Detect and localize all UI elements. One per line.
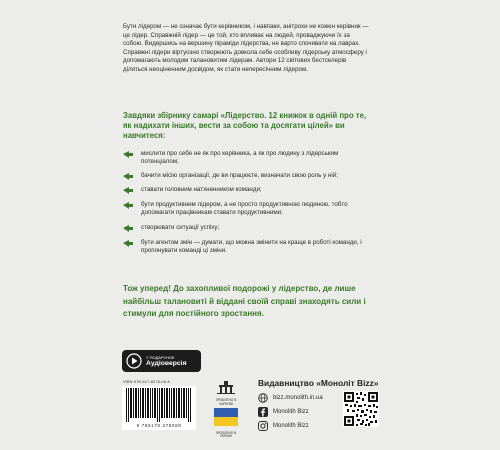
audiobook-badge[interactable] bbox=[122, 350, 201, 372]
callout-paragraph: Тож уперед! До захопливої подорожі у лідерство, де лише найбільш талановиті й віддані своїй справі знаходять сили і стимули для постійного зростання. bbox=[123, 284, 366, 318]
hand-pointer-icon bbox=[123, 187, 133, 194]
hand-pointer-icon bbox=[123, 151, 133, 158]
made-in-ukraine-label: ЗРОБЛЕНО В УКРАЇНІ bbox=[215, 430, 237, 439]
facebook-icon bbox=[258, 407, 268, 417]
website-text: bizz.monolith.in.ua bbox=[273, 395, 323, 401]
qr-code[interactable] bbox=[343, 391, 379, 427]
intro-paragraph: Бути лідером — не означає бути керівником, і навпаки, анітрохи не кожен керівник — це лідер. Справжній лідер — це той, хто впливає на людей, проваджуючи їх за собою. Видершись на вершину піраміди лідерства, не варто спочивати на лаврах. Справжні лідери віртуозно створюють довкола себе особливу лідерську атмосферу і допомагають молодим талановитим лідерам. Автори 12 світових бестселерів діляться неоціненним досвідом, як стати непересічним лідером. bbox=[123, 23, 369, 73]
instagram-icon bbox=[258, 421, 268, 431]
play-icon bbox=[126, 353, 142, 369]
facebook-contact[interactable] bbox=[258, 407, 309, 417]
lead-paragraph: Завдяки збірнику самарі «Лідерство. 12 книжок в одній про те, як надихати інших, вести за собою та досягати цілей» ви навчитеся: bbox=[123, 111, 367, 140]
instagram-contact[interactable] bbox=[258, 421, 309, 431]
list-item-text: бути агентом змін — думати, що можна змінити на краще в роботі команди, і пропонувати команді ці зміни. bbox=[141, 239, 362, 255]
audiobook-label: Аудіоверсія bbox=[146, 359, 187, 367]
instagram-text: Monolith Bizz bbox=[273, 423, 309, 429]
list-item bbox=[123, 201, 373, 218]
list-item bbox=[123, 224, 373, 232]
hand-pointer-icon bbox=[123, 225, 133, 232]
isbn-label: ISBN 978-617-8278-06-9 bbox=[123, 380, 170, 384]
ukraine-flag-icon bbox=[211, 407, 241, 427]
website-contact[interactable] bbox=[258, 393, 323, 403]
audiobook-gift-label: У ПОДАРУНОК bbox=[146, 354, 175, 360]
hand-pointer-icon bbox=[123, 202, 133, 209]
hand-pointer-icon bbox=[123, 240, 133, 247]
globe-icon bbox=[258, 393, 268, 403]
list-item bbox=[123, 186, 373, 194]
kharkiv-building-icon bbox=[211, 380, 241, 394]
facebook-text: Monolith Bizz bbox=[273, 409, 309, 415]
hand-pointer-icon bbox=[123, 173, 133, 180]
publisher-name: Видавництво «Моноліт Bizz» bbox=[258, 378, 379, 388]
barcode-digits: 9 786178 278069 bbox=[122, 423, 196, 428]
list-item bbox=[123, 172, 373, 180]
list-item-text: ставати головним натхненником команди; bbox=[141, 186, 262, 193]
made-in-ukraine-stamp bbox=[211, 380, 241, 439]
list-item-text: бачити місію організації, де ви працюєте, визначати свою роль у ній; bbox=[141, 172, 338, 179]
list-item-text: мислити про себе не як про керівника, а як про людину з лідерським потенціалом; bbox=[141, 150, 339, 166]
audiobook-label-group bbox=[146, 355, 187, 368]
list-item-text: бути продуктивним лідером, а не просто продуктивною людиною, тобто допомагати працівникам ставати продуктивними; bbox=[141, 201, 348, 217]
list-item bbox=[123, 150, 373, 167]
list-item bbox=[123, 239, 373, 256]
made-in-kharkiv-label: ЗРОБЛЕНО В ХАРКОВІ bbox=[215, 398, 237, 406]
list-item-text: створювати ситуації успіху; bbox=[141, 224, 220, 231]
